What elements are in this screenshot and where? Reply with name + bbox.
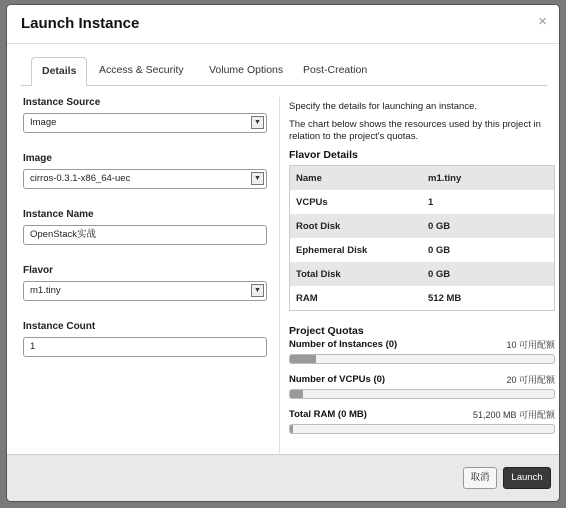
launch-button[interactable]: Launch — [503, 467, 551, 489]
flavor-row-name: VCPUs — [290, 190, 423, 214]
info-panel — [289, 101, 557, 443]
tab-details[interactable]: Details — [31, 57, 87, 86]
instance-count-input[interactable]: 1 — [23, 337, 267, 357]
quota-progress-bar — [289, 354, 555, 364]
flavor-label: Flavor — [23, 265, 54, 276]
dialog-header — [7, 5, 559, 44]
cancel-button[interactable]: 取消 — [463, 467, 497, 489]
instance-name-label: Instance Name — [23, 209, 94, 220]
tab-post-creation[interactable]: Post-Creation — [303, 64, 368, 76]
table-row — [290, 262, 555, 286]
chevron-down-icon: ▼ — [251, 172, 264, 185]
table-row — [290, 214, 555, 238]
instance-source-value: Image — [30, 117, 57, 128]
quota-instances — [289, 338, 557, 352]
flavor-row-value: 0 GB — [422, 214, 555, 238]
project-quotas-title: Project Quotas — [289, 325, 364, 337]
quota-progress-fill — [290, 425, 293, 433]
quota-progress-bar — [289, 389, 555, 399]
flavor-row-value: 1 — [422, 190, 555, 214]
flavor-select[interactable] — [23, 281, 267, 301]
table-row — [290, 238, 555, 262]
details-form — [23, 97, 271, 357]
info-description: Specify the details for launching an instance. — [289, 101, 478, 112]
quota-name: Number of VCPUs (0) — [289, 374, 386, 385]
column-divider — [279, 97, 280, 453]
chevron-down-icon: ▼ — [251, 284, 264, 297]
table-row — [290, 286, 555, 311]
quota-progress-bar — [289, 424, 555, 434]
tab-access-security[interactable]: Access & Security — [99, 64, 184, 76]
table-row — [290, 190, 555, 214]
flavor-row-name: Total Disk — [290, 262, 423, 286]
quota-progress-fill — [290, 390, 303, 398]
chevron-down-icon: ▼ — [251, 116, 264, 129]
flavor-value: m1.tiny — [30, 285, 61, 296]
image-value: cirros-0.3.1-x86_64-uec — [30, 173, 131, 184]
flavor-row-value: 512 MB — [422, 286, 555, 311]
flavor-row-name: Name — [290, 166, 423, 191]
instance-count-label: Instance Count — [23, 321, 96, 332]
quota-vcpus — [289, 373, 557, 387]
table-row — [290, 166, 555, 191]
flavor-row-value: 0 GB — [422, 262, 555, 286]
flavor-row-value: 0 GB — [422, 238, 555, 262]
flavor-details-title: Flavor Details — [289, 149, 358, 161]
flavor-row-name: Ephemeral Disk — [290, 238, 423, 262]
tab-bar — [21, 57, 547, 86]
image-select[interactable] — [23, 169, 267, 189]
flavor-details-table — [289, 165, 555, 311]
quota-available: 20 可用配额 — [506, 375, 555, 385]
instance-name-input[interactable]: OpenStack实战 — [23, 225, 267, 245]
quota-ram — [289, 408, 557, 422]
flavor-row-name: Root Disk — [290, 214, 423, 238]
tab-volume-options[interactable]: Volume Options — [209, 64, 284, 76]
quota-description: The chart below shows the resources used by this project in relation to the project's quotas. — [289, 119, 541, 142]
quota-available: 10 可用配额 — [506, 340, 555, 350]
close-icon[interactable]: × — [538, 13, 547, 30]
instance-source-label: Instance Source — [23, 97, 101, 108]
quota-progress-fill — [290, 355, 316, 363]
quota-available: 51,200 MB 可用配额 — [472, 410, 555, 420]
image-label: Image — [23, 153, 52, 164]
instance-source-select[interactable] — [23, 113, 267, 133]
dialog-title: Launch Instance — [21, 15, 140, 32]
launch-instance-dialog — [6, 4, 560, 502]
flavor-row-name: RAM — [290, 286, 423, 311]
dialog-footer — [7, 454, 559, 501]
flavor-row-value: m1.tiny — [422, 166, 555, 191]
quota-name: Total RAM (0 MB) — [289, 409, 367, 420]
quota-name: Number of Instances (0) — [289, 339, 398, 350]
